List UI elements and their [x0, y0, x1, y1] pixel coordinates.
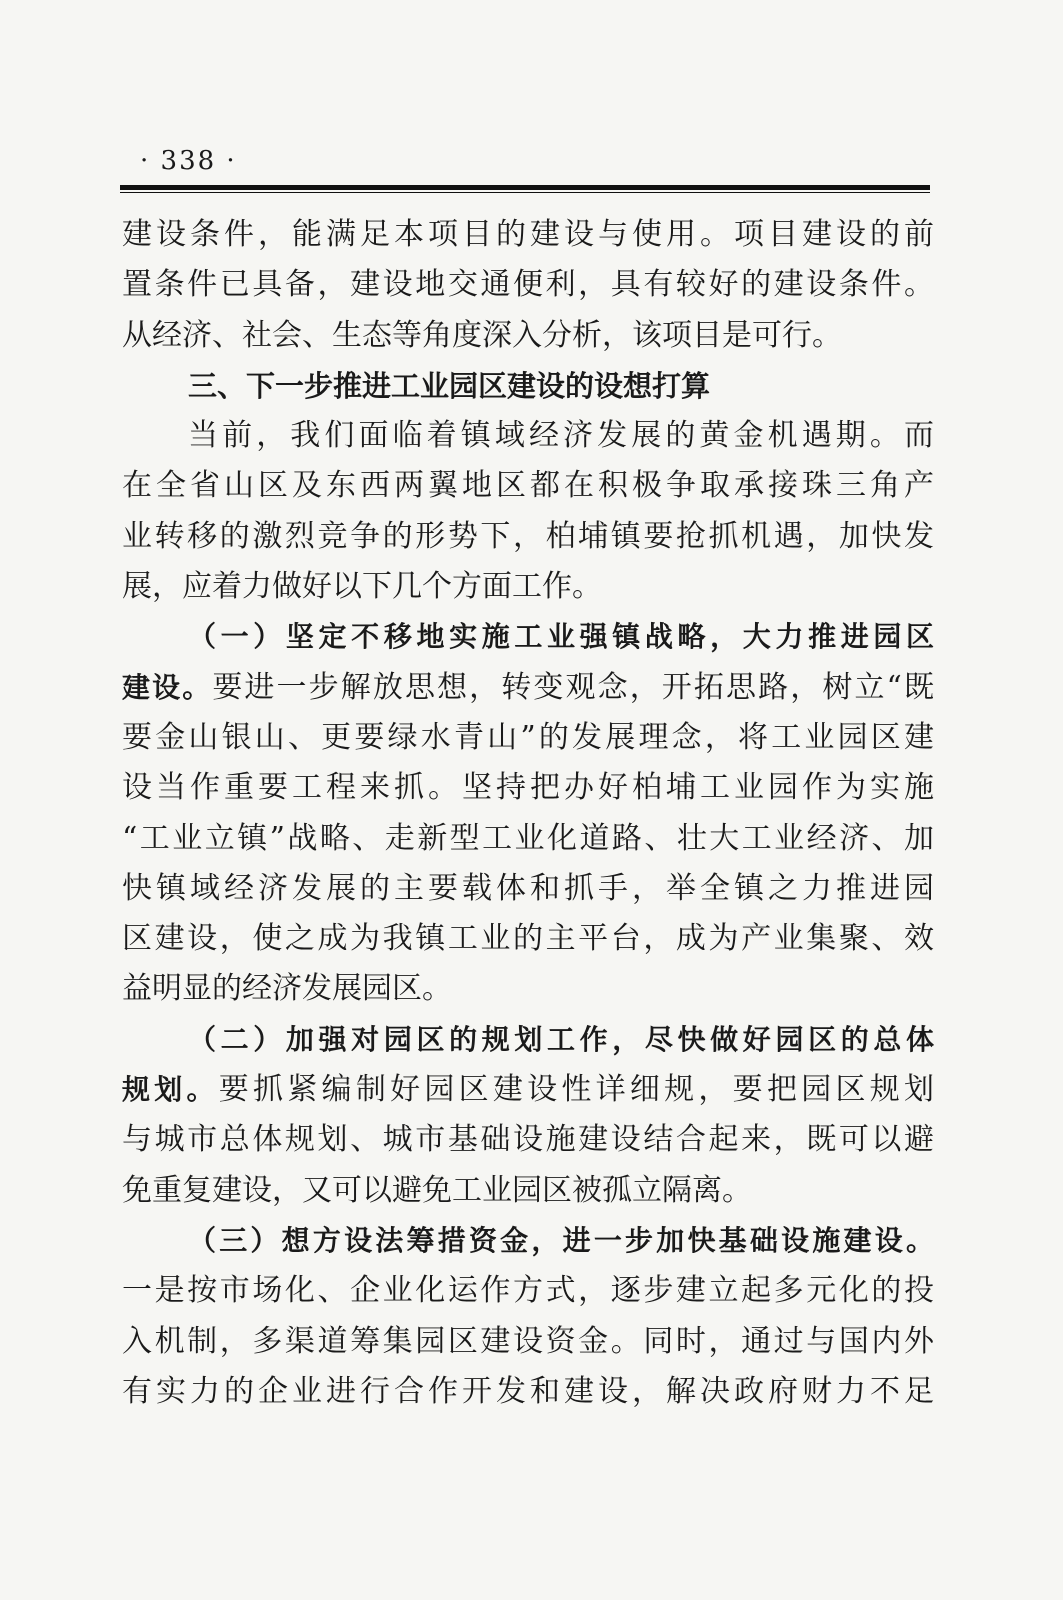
- text-line: [122, 1065, 934, 1115]
- text-span: 要进一步解放思想，转变观念，开拓思路，树立“既: [212, 669, 934, 705]
- text-line: 要金山银山、更要绿水青山”的发展理念，将工业园区建: [122, 719, 934, 755]
- body-text: [122, 210, 934, 1417]
- text-line: 区建设，使之成为我镇工业的主平台，成为产业集聚、效: [122, 921, 934, 957]
- text-line: 益明显的经济发展园区。: [122, 971, 452, 1007]
- subsection-heading: （一）坚定不移地实施工业强镇战略，大力推进园区: [188, 620, 934, 654]
- subsection-heading-end: 规划。: [122, 1073, 219, 1107]
- text-line: 业转移的激烈竞争的形势下，柏埔镇要抢抓机遇，加快发: [122, 518, 934, 554]
- text-line: 免重复建设，又可以避免工业园区被孤立隔离。: [122, 1172, 752, 1208]
- header-rule-thick: [120, 185, 930, 190]
- header-rule-thin: [120, 192, 930, 193]
- text-line: 入机制，多渠道筹集园区建设资金。同时，通过与国内外: [122, 1323, 934, 1359]
- section-heading: 三、下一步推进工业园区建设的设想打算: [188, 368, 711, 403]
- text-line: 展，应着力做好以下几个方面工作。: [122, 569, 602, 605]
- text-line: 建设条件，能满足本项目的建设与使用。项目建设的前: [122, 217, 934, 252]
- text-line: 在全省山区及东西两翼地区都在积极争取承接珠三角产: [122, 468, 934, 504]
- text-line: 从经济、社会、生态等角度深入分析，该项目是可行。: [122, 317, 842, 353]
- subsection-heading: （三）想方设法筹措资金，进一步加快基础设施建设。: [188, 1223, 934, 1257]
- text-line: 置条件已具备，建设地交通便利，具有较好的建设条件。: [122, 267, 934, 303]
- text-line: “工业立镇”战略、走新型工业化道路、壮大工业经济、加: [122, 820, 934, 856]
- text-line: [122, 663, 934, 713]
- text-line: 当前，我们面临着镇域经济发展的黄金机遇期。而: [188, 418, 934, 454]
- text-line: 设当作重要工程来抓。坚持把办好柏埔工业园作为实施: [122, 770, 934, 806]
- page-number: · 338 ·: [140, 146, 237, 176]
- subsection-heading-end: 建设。: [122, 670, 213, 704]
- text-span: 要抓紧编制好园区建设性详细规，要把园区规划: [218, 1072, 934, 1108]
- text-line: 快镇域经济发展的主要载体和抓手，举全镇之力推进园: [122, 870, 934, 906]
- text-line: 一是按市场化、企业化运作方式，逐步建立起多元化的投: [122, 1273, 934, 1309]
- subsection-heading: （二）加强对园区的规划工作，尽快做好园区的总体: [188, 1022, 934, 1056]
- text-line: 与城市总体规划、城市基础设施建设结合起来，既可以避: [122, 1122, 934, 1158]
- text-line: 有实力的企业进行合作开发和建设，解决政府财力不足: [122, 1373, 934, 1409]
